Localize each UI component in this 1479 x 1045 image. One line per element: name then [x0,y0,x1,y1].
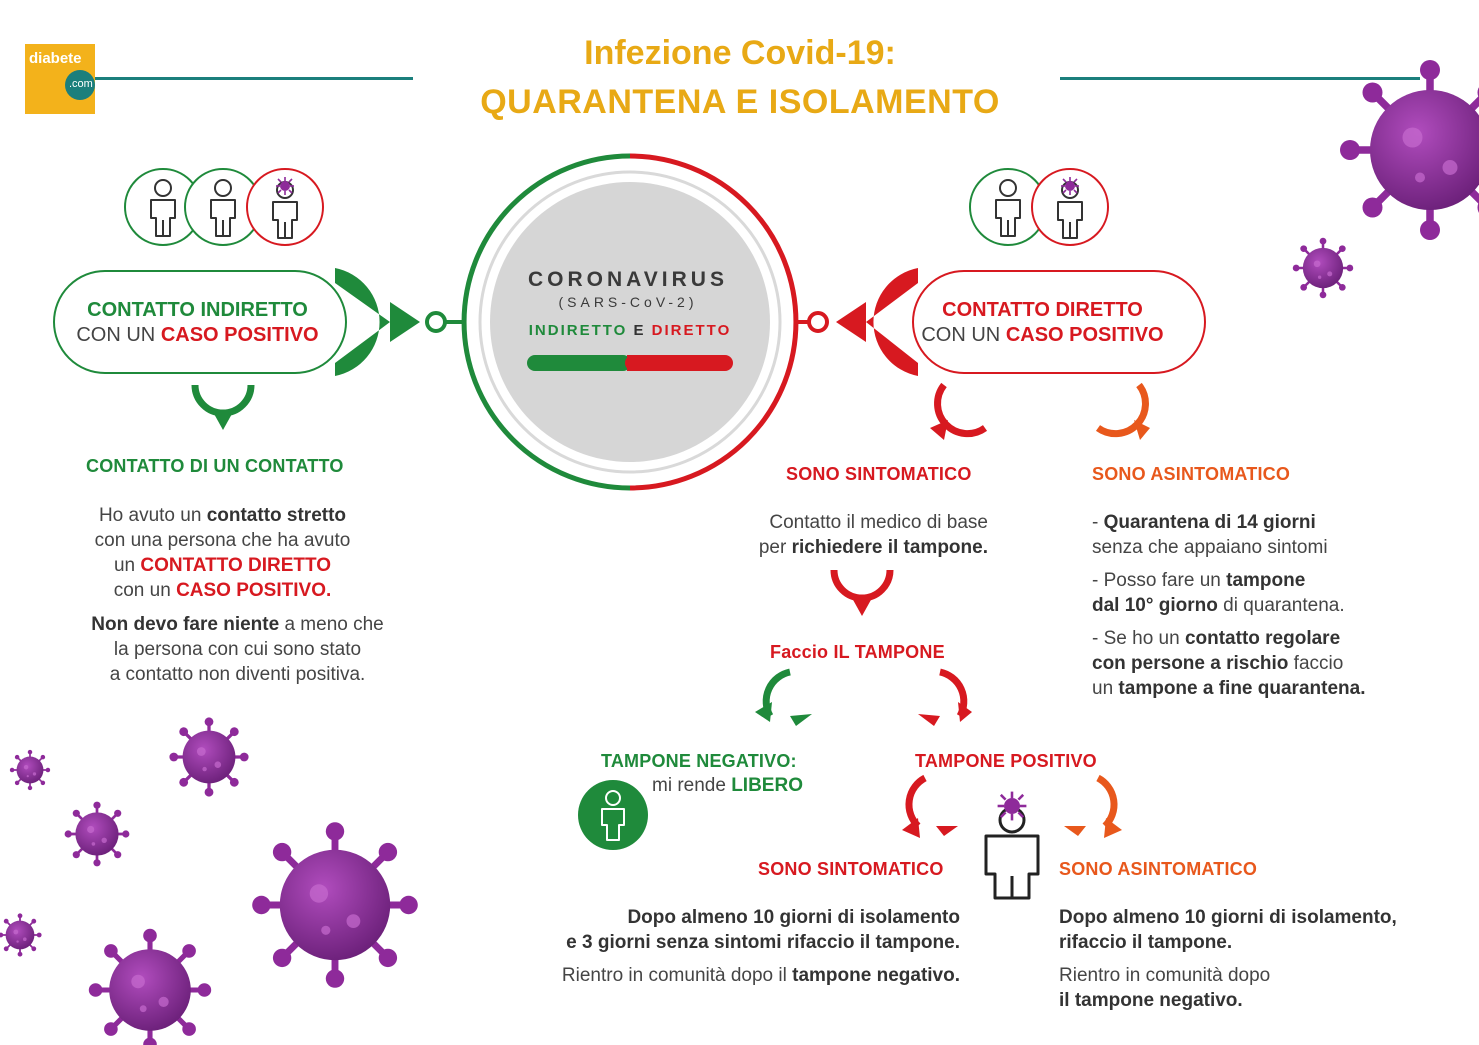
tag-indirect: INDIRETTO [528,322,628,339]
pos-symptomatic-heading: SONO SINTOMATICO [758,859,944,879]
negative-text: mi rende LIBERO [652,775,803,796]
pos-asymptomatic-heading: SONO ASINTOMATICO [1059,859,1258,879]
asymptomatic-text: - Quarantena di 14 giorni senza che appaiano sintomi - Posso fare un tampone dal 10° giorno di quarantena. - Se ho un contatto regolare con persone a rischio faccio un tampone a fine quarantena. [1092,512,1366,699]
direct-pill-prefix: CON UN [921,324,1006,346]
pos-asymptomatic-text: Dopo almeno 10 giorni di isolamento, rifaccio il tampone. Rientro in comunità dopo il tampone negativo. [1059,907,1397,1011]
negative-heading: TAMPONE NEGATIVO: [601,751,797,771]
pos-symptomatic-text: Dopo almeno 10 giorni di isolamento e 3 giorni senza sintomi rifaccio il tampone. Rientro in comunità dopo il tampone negativo. [561,907,960,986]
tag-direct: DIRETTO [651,322,732,339]
positive-heading: TAMPONE POSITIVO [915,751,1097,771]
page-subtitle: QUARANTENA E ISOLAMENTO [480,83,1000,121]
indirect-heading: CONTATTO DI UN CONTATTO [86,456,344,476]
logo-dotcom: .com [69,78,93,90]
page-title: Infezione Covid-19: [584,34,896,72]
indirect-pill-positive: CASO POSITIVO [160,324,319,346]
logo-text: diabete [29,50,82,67]
swab-heading: Faccio IL TAMPONE [770,642,945,662]
indirect-paragraph-1: Ho avuto un contatto stretto con una persona che ha avuto un CONTATTO DIRETTO con un CASO POSITIVO. [94,505,351,601]
tag-and: E [633,322,646,339]
indirect-pill-prefix: CON UN [76,324,161,346]
center-subheading: (SARS-CoV-2) [558,294,698,310]
direct-pill-title: CONTATTO DIRETTO [942,299,1143,321]
indirect-pill-title: CONTATTO INDIRETTO [87,299,308,321]
symptomatic-heading: SONO SINTOMATICO [786,464,972,484]
center-heading: CORONAVIRUS [528,268,728,291]
indirect-paragraph-2: Non devo fare niente a meno che la persona con cui sono stato a contatto non diventi positiva. [91,614,384,685]
symptomatic-text: Contatto il medico di base per richiedere il tampone. [758,512,988,558]
asymptomatic-heading: SONO ASINTOMATICO [1092,464,1291,484]
direct-pill-positive: CASO POSITIVO [1005,324,1164,346]
